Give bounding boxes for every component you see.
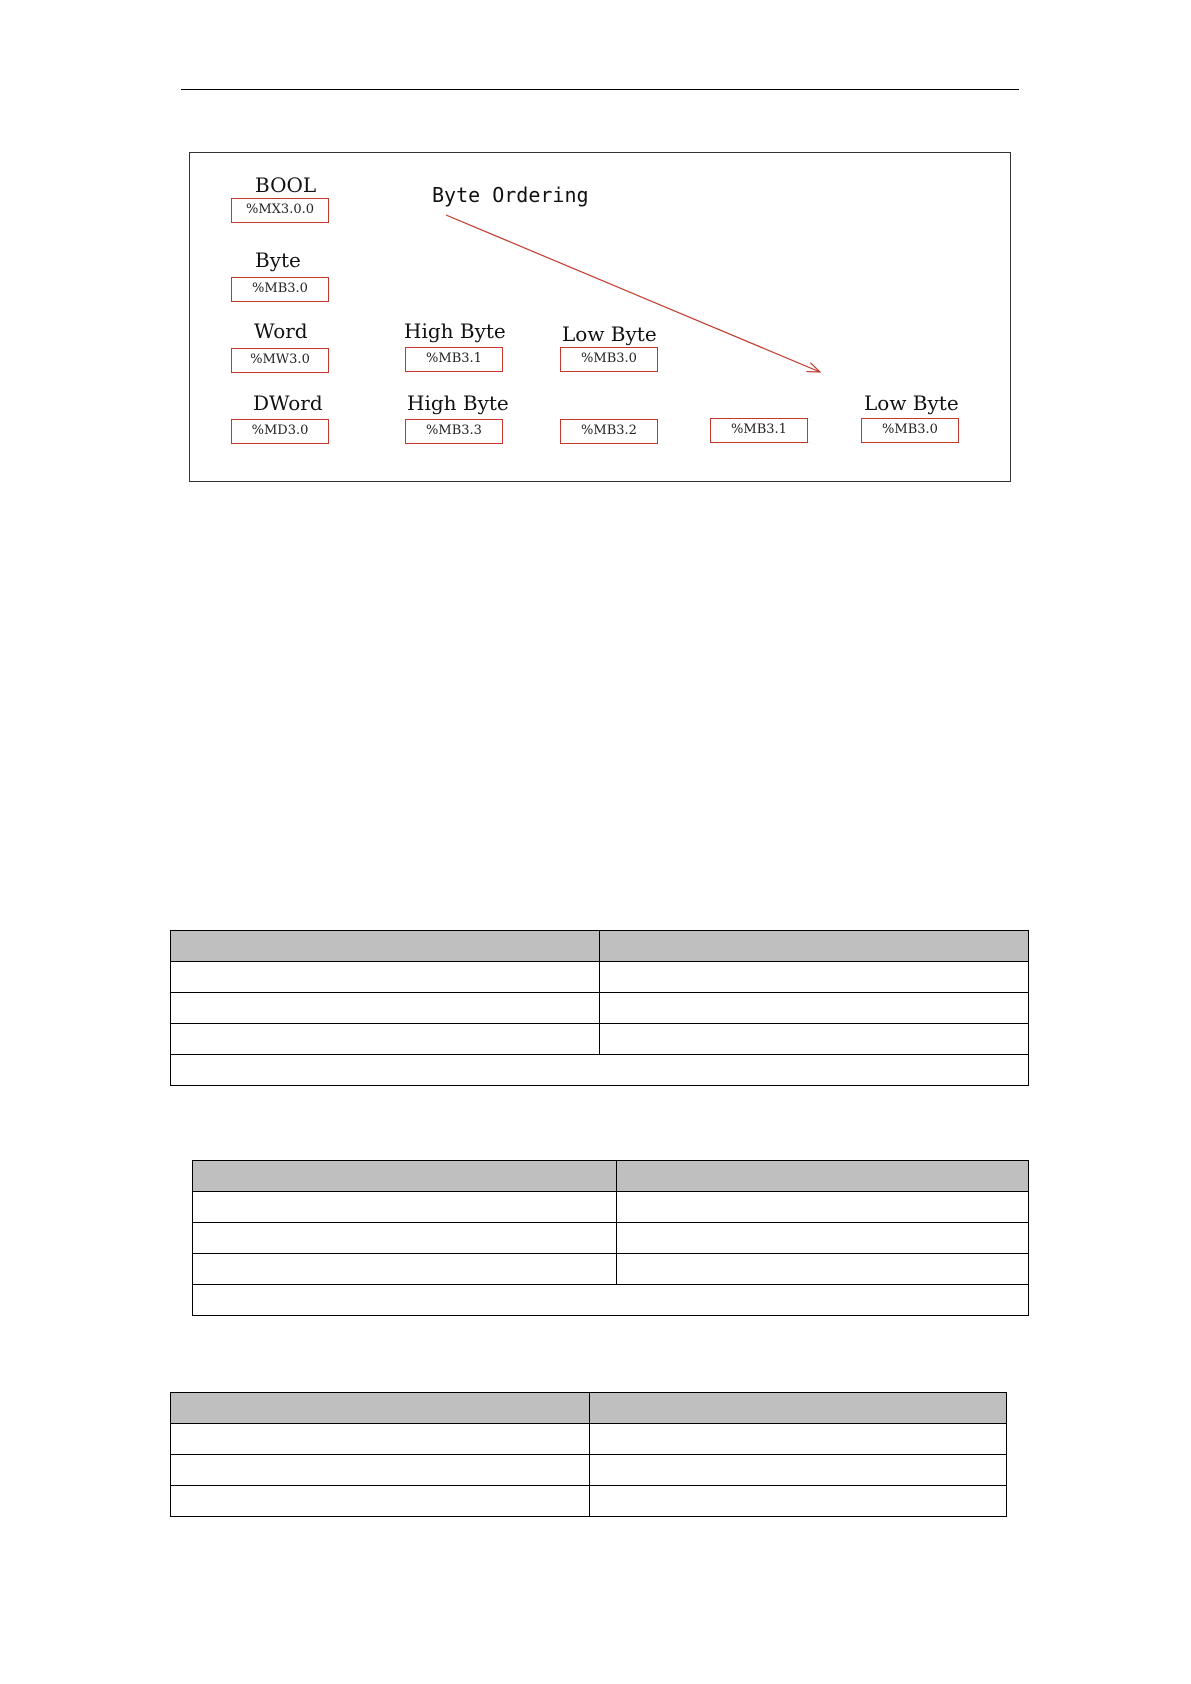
table-2: [192, 1160, 1029, 1316]
word-low-byte-box: %MB3.0: [560, 347, 658, 372]
table-header-row: [193, 1161, 1029, 1192]
address-box-dword: %MD3.0: [231, 419, 329, 444]
address-box-byte: %MB3.0: [231, 277, 329, 302]
type-label-byte: Byte: [255, 248, 301, 272]
table-header-row: [171, 931, 1029, 962]
word-low-byte-label: Low Byte: [562, 322, 657, 346]
table-row: [193, 1192, 1029, 1223]
table-row: [171, 993, 1029, 1024]
table-row: [193, 1254, 1029, 1285]
word-high-byte-label: High Byte: [404, 319, 506, 343]
table-row: [171, 1024, 1029, 1055]
address-box-word: %MW3.0: [231, 348, 329, 373]
table-row: [193, 1223, 1029, 1254]
table-row: [171, 1486, 1007, 1517]
dword-low-byte-label: Low Byte: [864, 391, 959, 415]
type-label-word: Word: [254, 319, 308, 343]
diagram-title: Byte Ordering: [432, 183, 589, 207]
header-rule: [181, 89, 1019, 90]
byte-ordering-figure: [189, 152, 1011, 482]
table-row: [193, 1285, 1029, 1316]
table-3: [170, 1392, 1007, 1517]
type-label-bool: BOOL: [255, 173, 317, 197]
dword-byte-box-1: %MB3.1: [710, 418, 808, 443]
table-row: [171, 1455, 1007, 1486]
table-row: [171, 962, 1029, 993]
word-high-byte-box: %MB3.1: [405, 347, 503, 372]
dword-byte-box-0: %MB3.0: [861, 418, 959, 443]
address-box-bool: %MX3.0.0: [231, 198, 329, 223]
dword-high-byte-label: High Byte: [407, 391, 509, 415]
table-header-row: [171, 1393, 1007, 1424]
type-label-dword: DWord: [253, 391, 323, 415]
table-row: [171, 1424, 1007, 1455]
table-row: [171, 1055, 1029, 1086]
dword-byte-box-2: %MB3.2: [560, 419, 658, 444]
dword-byte-box-3: %MB3.3: [405, 419, 503, 444]
table-1: [170, 930, 1029, 1086]
